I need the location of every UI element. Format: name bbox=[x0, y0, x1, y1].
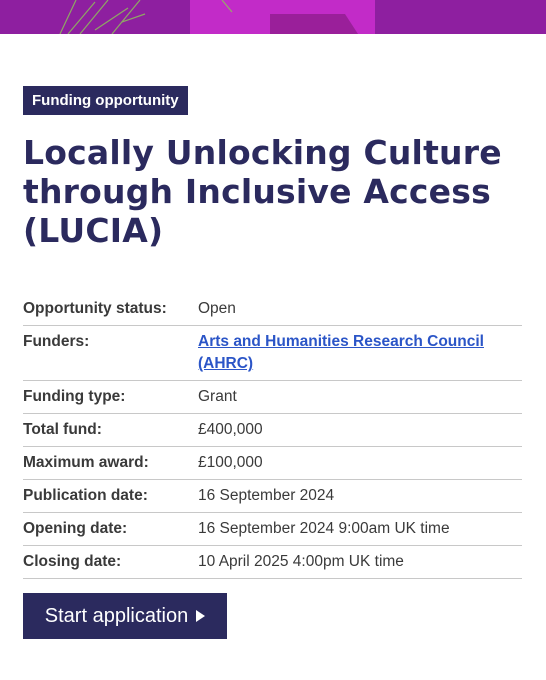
detail-row-status bbox=[23, 293, 522, 326]
detail-label: Total fund: bbox=[23, 421, 102, 438]
start-application-button[interactable] bbox=[23, 593, 227, 639]
detail-value: £100,000 bbox=[198, 454, 263, 471]
detail-label: Maximum award: bbox=[23, 454, 149, 471]
detail-value: Grant bbox=[198, 388, 237, 405]
opportunity-details-list bbox=[23, 293, 522, 579]
header-banner bbox=[0, 0, 546, 34]
detail-value bbox=[198, 331, 522, 375]
detail-row-maximum-award bbox=[23, 447, 522, 480]
detail-row-funding-type bbox=[23, 381, 522, 414]
detail-label: Opening date: bbox=[23, 520, 128, 537]
page-title: Locally Unlocking Culture through Inclusive Access (LUCIA) bbox=[23, 133, 502, 250]
detail-label: Publication date: bbox=[23, 487, 148, 504]
detail-row-funders bbox=[23, 326, 522, 381]
start-application-label: Start application bbox=[44, 604, 189, 627]
detail-value: 10 April 2025 4:00pm UK time bbox=[198, 553, 404, 570]
funding-opportunity-badge: Funding opportunity bbox=[23, 86, 188, 115]
detail-value: Open bbox=[198, 300, 236, 317]
detail-label: Funders: bbox=[23, 333, 90, 350]
detail-row-opening-date bbox=[23, 513, 522, 546]
banner-pattern bbox=[0, 0, 546, 34]
detail-row-publication-date bbox=[23, 480, 522, 513]
detail-value: £400,000 bbox=[198, 421, 263, 438]
funder-link-ahrc[interactable]: Arts and Humanities Research Council (AHRC) bbox=[198, 333, 484, 372]
detail-row-total-fund bbox=[23, 414, 522, 447]
detail-value: 16 September 2024 9:00am UK time bbox=[198, 520, 450, 537]
play-arrow-icon bbox=[196, 610, 205, 622]
detail-value: 16 September 2024 bbox=[198, 487, 335, 504]
detail-label: Opportunity status: bbox=[23, 300, 167, 317]
detail-label: Funding type: bbox=[23, 388, 126, 405]
detail-label: Closing date: bbox=[23, 553, 122, 570]
detail-row-closing-date bbox=[23, 546, 522, 579]
